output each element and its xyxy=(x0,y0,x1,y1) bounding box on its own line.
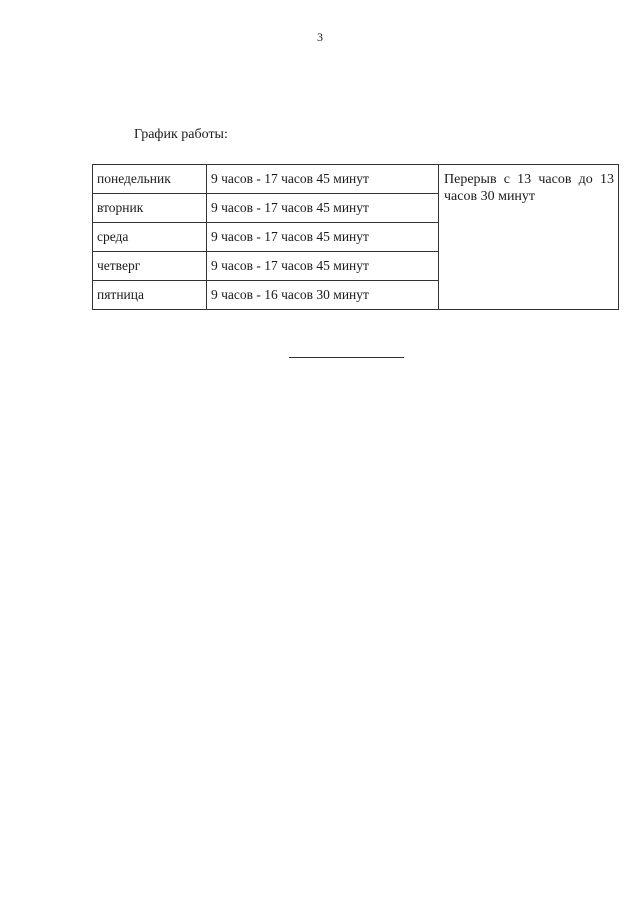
weekday-cell: вторник xyxy=(93,194,207,223)
hours-cell: 9 часов - 17 часов 45 минут xyxy=(207,223,439,252)
table-row xyxy=(93,165,619,194)
schedule-heading: График работы: xyxy=(134,127,228,142)
break-note-cell: Перерыв с 13 часов до 13 часов 30 минут xyxy=(439,165,619,310)
hours-cell: 9 часов - 16 часов 30 минут xyxy=(207,281,439,310)
closing-divider xyxy=(289,357,404,358)
hours-cell: 9 часов - 17 часов 45 минут xyxy=(207,194,439,223)
hours-cell: 9 часов - 17 часов 45 минут xyxy=(207,165,439,194)
schedule-table xyxy=(92,164,619,310)
weekday-cell: понедельник xyxy=(93,165,207,194)
hours-cell: 9 часов - 17 часов 45 минут xyxy=(207,252,439,281)
weekday-cell: среда xyxy=(93,223,207,252)
page-number: 3 xyxy=(317,30,323,44)
weekday-cell: пятница xyxy=(93,281,207,310)
weekday-cell: четверг xyxy=(93,252,207,281)
